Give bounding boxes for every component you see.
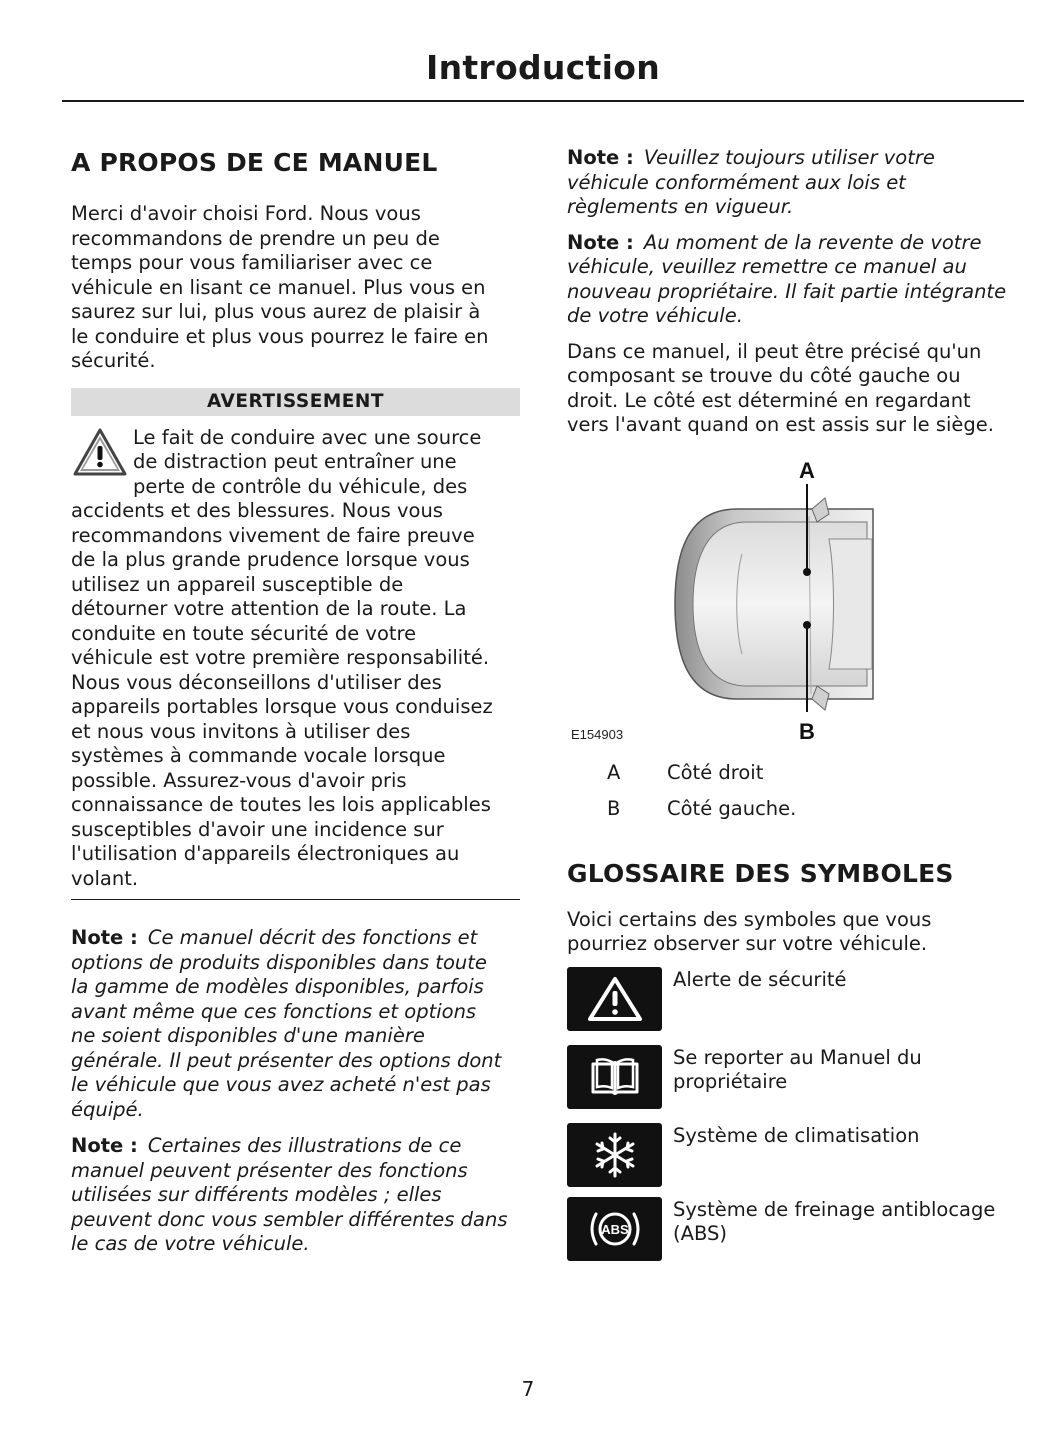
note-product-features (71, 926, 520, 1122)
symbol-label-line: Système de climatisation (673, 1123, 920, 1147)
warning-line: Le fait de conduire avec une source (133, 425, 482, 449)
legend-value: Côté gauche. (667, 796, 797, 820)
note-line: avant même que ces fonctions et options (71, 999, 477, 1023)
note-resale (567, 231, 1019, 329)
symbol-label (673, 968, 847, 993)
note-laws (567, 146, 1019, 220)
note-line: véhicule, veuillez remettre ce manuel au (567, 255, 967, 278)
symbol-row-air-conditioning (567, 1123, 1019, 1187)
warning-line: possible. Assurez-vous d'avoir pris (71, 768, 407, 792)
note-line: équipé. (71, 1097, 144, 1121)
warning-line: appareils portables lorsque vous conduisez (71, 695, 493, 718)
page-header (62, 44, 1024, 102)
warning-line: systèmes à commande vocale lorsque (71, 744, 446, 767)
warning-line: accidents et des blessures. Nous vous (71, 499, 443, 522)
symbol-box (567, 1045, 662, 1109)
figure-id: E154903 (571, 726, 624, 742)
legend-row (567, 761, 1019, 797)
intro-paragraph (71, 202, 520, 374)
side-line: droit. Le côté est déterminé en regardant (567, 388, 971, 412)
symbol-row-safety-alert (567, 967, 1019, 1031)
warning-line: de la plus grande prudence lorsque vous (71, 548, 470, 571)
note-line: utilisées sur différents modèles ; elles (71, 1183, 442, 1206)
abs-icon-text: ABS (600, 1221, 629, 1237)
glossary-intro-line: pourriez observer sur votre véhicule. (567, 932, 928, 955)
side-line: vers l'avant quand on est assis sur le siège. (567, 413, 994, 436)
figure-legend (567, 761, 1019, 833)
warning-line: véhicule est votre première responsabilité. (71, 646, 490, 669)
figure-label-b: B (799, 718, 815, 744)
intro-line: saurez sur lui, plus vous aurez de plaisir à (71, 300, 481, 323)
intro-line: recommandons de prendre un peu de (71, 226, 440, 250)
legend-key: B (607, 796, 621, 820)
note-line: générale. Il peut présenter des options dont (71, 1048, 502, 1072)
note-line: Au moment de la revente de votre (643, 230, 982, 254)
note-line: véhicule conformément aux lois et (567, 170, 906, 194)
note-label: Note : (71, 1134, 138, 1157)
note-line: la gamme de modèles disponibles, parfois (71, 975, 484, 998)
note-label: Note : (567, 230, 634, 254)
car-top-view-illustration (567, 454, 1019, 744)
intro-line: sécurité. (71, 349, 156, 372)
left-column (71, 146, 520, 1257)
note-line: options de produits disponibles dans toute (71, 950, 487, 974)
safety-alert-icon (585, 974, 645, 1024)
note-line: le cas de votre véhicule. (71, 1232, 310, 1255)
abs-icon (580, 1202, 650, 1256)
right-column (567, 146, 1019, 1261)
air-conditioning-icon (585, 1128, 645, 1182)
section-title-glossary: GLOSSAIRE DES SYMBOLES (567, 858, 954, 888)
warning-line: perte de contrôle du véhicule, des (133, 474, 468, 498)
symbol-box (567, 1197, 662, 1261)
symbol-label (673, 1124, 920, 1149)
note-illustrations (71, 1134, 520, 1257)
note-label: Note : (71, 926, 138, 949)
side-line: composant se trouve du côté gauche ou (567, 364, 961, 387)
symbol-box (567, 967, 662, 1031)
page-title: Introduction (425, 48, 661, 87)
warning-line: et nous vous invitons à utiliser des (71, 719, 411, 743)
note-line: peuvent donc vous sembler différentes dans (71, 1207, 508, 1231)
legend-value: Côté droit (667, 760, 764, 784)
symbol-label-line: Se reporter au Manuel du (673, 1045, 922, 1069)
note-line: ne soient disponibles d'une manière (71, 1024, 425, 1047)
symbol-row-abs (567, 1197, 1019, 1261)
symbol-label (673, 1198, 995, 1247)
note-line: nouveau propriétaire. Il fait partie intégrante (567, 279, 1007, 303)
intro-line: le conduire et plus vous pourrez le faire en (71, 324, 489, 348)
intro-line: véhicule en lisant ce manuel. Plus vous en (71, 275, 486, 299)
intro-line: Merci d'avoir choisi Ford. Nous vous (71, 202, 421, 225)
side-paragraph (567, 340, 1019, 438)
warning-line: détourner votre attention de la route. La (71, 597, 467, 620)
note-line: de votre véhicule. (567, 304, 743, 327)
warning-line: volant. (71, 866, 139, 890)
note-label: Note : (567, 146, 634, 169)
symbol-box (567, 1123, 662, 1187)
car-side-figure (567, 454, 1019, 744)
warning-line: susceptibles d'avoir une incidence sur (71, 817, 444, 841)
warning-line: connaissance de toutes les lois applicables (71, 793, 491, 816)
warning-text (71, 426, 520, 892)
warning-heading: AVERTISSEMENT (71, 388, 520, 416)
symbol-label-line: Système de freinage antiblocage (673, 1197, 996, 1221)
note-line: Veuillez toujours utiliser votre (643, 146, 935, 169)
warning-line: utilisez un appareil susceptible de (71, 572, 404, 596)
warning-block (71, 426, 520, 901)
glossary-intro-line: Voici certains des symboles que vous (567, 907, 932, 931)
intro-line: temps pour vous familiariser avec ce (71, 251, 433, 274)
warning-line: conduite en toute sécurité de votre (71, 621, 417, 645)
note-line: Certaines des illustrations de ce (147, 1134, 462, 1157)
symbol-label (673, 1046, 922, 1095)
figure-label-a: A (799, 457, 815, 483)
symbol-row-owner-manual (567, 1045, 1019, 1109)
legend-row (567, 797, 1019, 833)
section-title-about: A PROPOS DE CE MANUEL (71, 148, 438, 177)
legend-key: A (607, 760, 621, 784)
note-line: règlements en vigueur. (567, 195, 794, 218)
note-line: le véhicule que vous avez acheté n'est pas (71, 1073, 491, 1096)
side-line: Dans ce manuel, il peut être précisé qu'un (567, 339, 982, 363)
warning-line: de distraction peut entraîner une (133, 450, 457, 473)
note-line: manuel peuvent présenter des fonctions (71, 1158, 468, 1182)
page-number: 7 (521, 1377, 535, 1401)
owner-manual-icon (585, 1052, 645, 1102)
symbol-label-line: (ABS) (673, 1222, 727, 1245)
warning-line: Nous vous déconseillons d'utiliser des (71, 670, 442, 694)
symbol-label-line: Alerte de sécurité (673, 967, 847, 991)
symbol-label-line: propriétaire (673, 1070, 788, 1093)
warning-line: recommandons vivement de faire preuve (71, 523, 475, 547)
note-line: Ce manuel décrit des fonctions et (147, 926, 478, 949)
warning-line: l'utilisation d'appareils électroniques au (71, 842, 460, 865)
warning-triangle-icon (71, 426, 129, 480)
glossary-intro (567, 908, 1019, 957)
